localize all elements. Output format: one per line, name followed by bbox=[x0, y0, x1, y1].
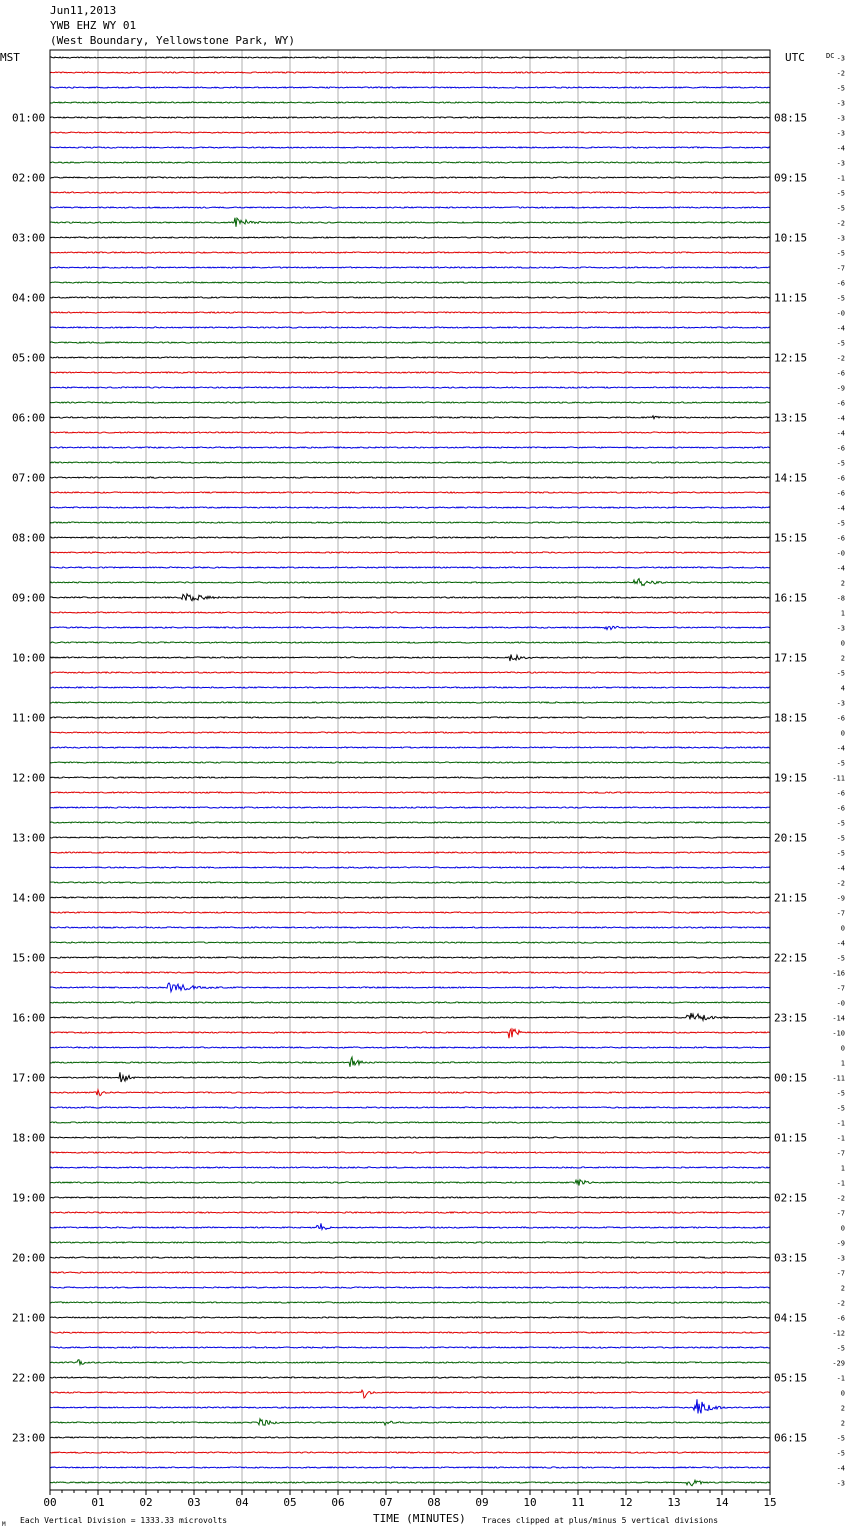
dc-offset-value: -7 bbox=[836, 264, 845, 273]
utc-hour-label: 09:15 bbox=[774, 171, 808, 185]
dc-offset-value: -4 bbox=[836, 414, 845, 423]
seismic-trace bbox=[50, 132, 770, 133]
seismic-trace bbox=[50, 1360, 770, 1365]
seismic-trace bbox=[50, 387, 770, 388]
x-tick-label: 01 bbox=[91, 1496, 105, 1509]
seismic-trace bbox=[50, 912, 770, 913]
seismic-trace bbox=[50, 612, 770, 613]
dc-offset-value: -8 bbox=[836, 594, 845, 603]
seismic-trace bbox=[50, 672, 770, 673]
utc-hour-label: 01:15 bbox=[774, 1131, 808, 1145]
seismic-trace bbox=[50, 57, 770, 58]
dc-offset-value: 1 bbox=[840, 1164, 845, 1173]
dc-offset-value: -7 bbox=[836, 909, 845, 918]
seismic-trace bbox=[50, 1287, 770, 1288]
seismic-trace bbox=[50, 1137, 770, 1138]
seismic-trace bbox=[50, 1212, 770, 1213]
seismic-trace bbox=[50, 102, 770, 103]
dc-offset-value: -0 bbox=[836, 309, 845, 318]
utc-hour-label: 22:15 bbox=[774, 951, 808, 965]
dc-offset-value: -3 bbox=[836, 624, 845, 633]
mst-hour-label: 23:00 bbox=[12, 1431, 46, 1445]
utc-hour-label: 19:15 bbox=[774, 771, 808, 785]
seismic-trace bbox=[50, 852, 770, 853]
mst-hour-label: 13:00 bbox=[12, 831, 46, 845]
dc-offset-value: 0 bbox=[840, 729, 845, 738]
seismic-trace bbox=[50, 87, 770, 88]
seismic-trace bbox=[50, 207, 770, 208]
seismic-trace bbox=[50, 1377, 770, 1378]
seismic-trace bbox=[50, 1480, 770, 1486]
seismic-trace bbox=[50, 237, 770, 238]
dc-offset-value: -6 bbox=[836, 474, 845, 483]
dc-offset-value: 0 bbox=[840, 1389, 845, 1398]
utc-hour-label: 16:15 bbox=[774, 591, 808, 605]
seismic-trace bbox=[50, 402, 770, 403]
dc-offset-value: -5 bbox=[836, 204, 845, 213]
seismic-trace bbox=[50, 897, 770, 898]
station-location: (West Boundary, Yellowstone Park, WY) bbox=[50, 34, 296, 47]
dc-offset-value: -4 bbox=[836, 324, 845, 333]
seismic-trace bbox=[50, 687, 770, 688]
seismic-trace bbox=[50, 1197, 770, 1198]
seismic-trace bbox=[50, 267, 770, 268]
x-tick-label: 13 bbox=[667, 1496, 681, 1509]
dc-offset-value: -3 bbox=[836, 1254, 845, 1263]
dc-offset-value: -5 bbox=[836, 189, 845, 198]
seismic-trace bbox=[50, 1152, 770, 1153]
dc-offset-value: -3 bbox=[836, 1479, 845, 1488]
dc-offset-value: -5 bbox=[836, 249, 845, 258]
seismic-trace bbox=[50, 654, 770, 661]
dc-offset-value: -6 bbox=[836, 1314, 845, 1323]
seismic-trace bbox=[50, 1347, 770, 1348]
dc-offset-value: -3 bbox=[836, 234, 845, 243]
left-timezone-label: MST bbox=[0, 51, 20, 64]
dc-offset-value: -11 bbox=[832, 1074, 845, 1083]
x-tick-label: 09 bbox=[475, 1496, 489, 1509]
dc-offset-value: 2 bbox=[840, 579, 845, 588]
dc-offset-value: -4 bbox=[836, 504, 845, 513]
utc-hour-label: 05:15 bbox=[774, 1371, 808, 1385]
seismic-trace bbox=[50, 1452, 770, 1453]
mst-hour-label: 21:00 bbox=[12, 1311, 46, 1325]
seismic-trace bbox=[50, 1029, 770, 1038]
utc-hour-label: 23:15 bbox=[774, 1011, 808, 1025]
x-tick-label: 10 bbox=[523, 1496, 537, 1509]
seismic-trace bbox=[50, 522, 770, 523]
clip-footnote: Traces clipped at plus/minus 5 vertical divisions bbox=[482, 1516, 719, 1525]
dc-offset-value: -6 bbox=[836, 789, 845, 798]
seismic-trace bbox=[50, 594, 770, 601]
seismic-trace bbox=[50, 177, 770, 178]
seismic-trace bbox=[50, 927, 770, 928]
dc-offset-value: -3 bbox=[836, 99, 845, 108]
seismic-trace bbox=[50, 507, 770, 508]
seismic-trace bbox=[50, 342, 770, 343]
seismic-trace bbox=[50, 867, 770, 868]
dc-offset-value: -4 bbox=[836, 1464, 845, 1473]
dc-offset-value: -12 bbox=[832, 1329, 845, 1338]
seismic-trace bbox=[50, 192, 770, 193]
dc-offset-value: -1 bbox=[836, 1134, 845, 1143]
seismic-trace bbox=[50, 447, 770, 448]
dc-offset-value: -7 bbox=[836, 1269, 845, 1278]
seismic-trace bbox=[50, 252, 770, 253]
dc-offset-value: -5 bbox=[836, 954, 845, 963]
seismic-trace bbox=[50, 1107, 770, 1108]
seismic-trace bbox=[50, 162, 770, 163]
dc-offset-value: -9 bbox=[836, 384, 845, 393]
seismic-trace bbox=[50, 1167, 770, 1168]
mst-hour-label: 05:00 bbox=[12, 351, 46, 365]
seismic-trace bbox=[50, 957, 770, 958]
dc-offset-value: -6 bbox=[836, 489, 845, 498]
dc-offset-value: 0 bbox=[840, 1044, 845, 1053]
dc-offset-value: -4 bbox=[836, 429, 845, 438]
dc-offset-value: -4 bbox=[836, 744, 845, 753]
dc-offset-value: -29 bbox=[832, 1359, 845, 1368]
mst-hour-label: 20:00 bbox=[12, 1251, 46, 1265]
seismic-trace bbox=[50, 792, 770, 793]
x-tick-label: 08 bbox=[427, 1496, 441, 1509]
dc-offset-value: -2 bbox=[836, 219, 845, 228]
mst-hour-label: 01:00 bbox=[12, 111, 46, 125]
dc-offset-value: -5 bbox=[836, 1344, 845, 1353]
dc-offset-value: 2 bbox=[840, 1404, 845, 1413]
dc-offset-value: -1 bbox=[836, 174, 845, 183]
dc-offset-value: 2 bbox=[840, 1419, 845, 1428]
mst-hour-label: 22:00 bbox=[12, 1371, 46, 1385]
dc-offset-value: -2 bbox=[836, 354, 845, 363]
seismic-trace bbox=[50, 983, 770, 992]
seismic-trace bbox=[50, 1437, 770, 1438]
dc-offset-value: -5 bbox=[836, 294, 845, 303]
right-timezone-label: UTC bbox=[785, 51, 805, 64]
dc-offset-value: -3 bbox=[836, 129, 845, 138]
seismic-trace bbox=[50, 312, 770, 313]
utc-hour-label: 13:15 bbox=[774, 411, 808, 425]
seismic-trace bbox=[50, 1302, 770, 1303]
seismic-trace bbox=[50, 1242, 770, 1243]
dc-offset-value: 2 bbox=[840, 654, 845, 663]
utc-hour-label: 00:15 bbox=[774, 1071, 808, 1085]
utc-hour-label: 03:15 bbox=[774, 1251, 808, 1265]
seismic-trace bbox=[50, 626, 770, 629]
dc-offset-value: 4 bbox=[840, 684, 845, 693]
corner-mark: M bbox=[2, 1521, 6, 1528]
seismic-trace bbox=[50, 1072, 770, 1082]
x-tick-label: 07 bbox=[379, 1496, 393, 1509]
dc-offset-value: -5 bbox=[836, 1434, 845, 1443]
dc-offset-value: -6 bbox=[836, 444, 845, 453]
mst-hour-label: 14:00 bbox=[12, 891, 46, 905]
mst-hour-label: 02:00 bbox=[12, 171, 46, 185]
dc-offset-value: -7 bbox=[836, 1149, 845, 1158]
seismic-trace bbox=[50, 882, 770, 883]
seismic-trace bbox=[50, 72, 770, 73]
utc-hour-label: 20:15 bbox=[774, 831, 808, 845]
x-tick-label: 12 bbox=[619, 1496, 633, 1509]
utc-hour-label: 12:15 bbox=[774, 351, 808, 365]
dc-offset-value: -5 bbox=[836, 519, 845, 528]
seismic-trace bbox=[50, 1419, 770, 1425]
dc-offset-value: -0 bbox=[836, 549, 845, 558]
mst-hour-label: 15:00 bbox=[12, 951, 46, 965]
seismic-trace bbox=[50, 747, 770, 748]
utc-hour-label: 15:15 bbox=[774, 531, 808, 545]
seismic-trace bbox=[50, 807, 770, 808]
dc-offset-value: 0 bbox=[840, 1224, 845, 1233]
utc-hour-label: 08:15 bbox=[774, 111, 808, 125]
x-axis-label: TIME (MINUTES) bbox=[373, 1512, 466, 1525]
mst-hour-label: 17:00 bbox=[12, 1071, 46, 1085]
dc-offset-value: -5 bbox=[836, 339, 845, 348]
seismic-trace bbox=[50, 477, 770, 478]
dc-offset-value: -9 bbox=[836, 1239, 845, 1248]
mst-hour-label: 16:00 bbox=[12, 1011, 46, 1025]
seismic-trace bbox=[50, 327, 770, 328]
seismic-trace bbox=[50, 1180, 770, 1186]
x-tick-label: 05 bbox=[283, 1496, 297, 1509]
dc-offset-value: -6 bbox=[836, 804, 845, 813]
dc-offset-value: -6 bbox=[836, 399, 845, 408]
seismic-trace bbox=[50, 567, 770, 568]
dc-offset-value: -2 bbox=[836, 1194, 845, 1203]
seismic-trace bbox=[50, 1399, 770, 1413]
x-tick-label: 14 bbox=[715, 1496, 729, 1509]
utc-hour-label: 04:15 bbox=[774, 1311, 808, 1325]
seismic-trace bbox=[50, 552, 770, 553]
dc-offset-value: 2 bbox=[840, 1284, 845, 1293]
dc-offset-value: -5 bbox=[836, 759, 845, 768]
seismic-trace bbox=[50, 462, 770, 463]
mst-hour-label: 08:00 bbox=[12, 531, 46, 545]
plot-date: Jun11,2013 bbox=[50, 4, 117, 17]
seismic-trace bbox=[50, 1272, 770, 1273]
seismic-trace bbox=[50, 1013, 770, 1020]
mst-hour-label: 18:00 bbox=[12, 1131, 46, 1145]
mst-hour-label: 19:00 bbox=[12, 1191, 46, 1205]
dc-offset-value: -5 bbox=[836, 1104, 845, 1113]
seismic-trace bbox=[50, 1090, 770, 1096]
dc-offset-value: -5 bbox=[836, 834, 845, 843]
seismic-trace bbox=[50, 432, 770, 433]
seismic-trace bbox=[50, 147, 770, 148]
dc-offset-value: -6 bbox=[836, 279, 845, 288]
seismic-trace bbox=[50, 1257, 770, 1258]
seismic-trace bbox=[50, 942, 770, 943]
utc-hour-label: 10:15 bbox=[774, 231, 808, 245]
seismic-trace bbox=[50, 972, 770, 973]
seismic-trace bbox=[50, 717, 770, 718]
dc-offset-value: -3 bbox=[836, 159, 845, 168]
dc-offset-value: -4 bbox=[836, 864, 845, 873]
seismic-trace bbox=[50, 372, 770, 373]
dc-offset-value: -1 bbox=[836, 1374, 845, 1383]
utc-hour-label: 18:15 bbox=[774, 711, 808, 725]
x-tick-label: 15 bbox=[763, 1496, 777, 1509]
utc-hour-label: 14:15 bbox=[774, 471, 808, 485]
utc-hour-label: 17:15 bbox=[774, 651, 808, 665]
seismic-trace bbox=[50, 1057, 770, 1067]
utc-hour-label: 02:15 bbox=[774, 1191, 808, 1205]
seismic-trace bbox=[50, 1122, 770, 1123]
dc-offset-value: 1 bbox=[840, 609, 845, 618]
dc-offset-value: -2 bbox=[836, 1299, 845, 1308]
seismic-trace bbox=[50, 642, 770, 643]
dc-offset-value: -4 bbox=[836, 144, 845, 153]
dc-offset-value: -9 bbox=[836, 894, 845, 903]
seismic-trace bbox=[50, 1223, 770, 1229]
dc-header-label: DC bbox=[826, 52, 835, 60]
seismic-trace bbox=[50, 762, 770, 763]
dc-offset-value: -7 bbox=[836, 984, 845, 993]
utc-hour-label: 11:15 bbox=[774, 291, 808, 305]
seismic-trace bbox=[50, 492, 770, 493]
mst-hour-label: 03:00 bbox=[12, 231, 46, 245]
dc-offset-value: -6 bbox=[836, 714, 845, 723]
seismic-trace bbox=[50, 702, 770, 703]
seismic-trace bbox=[50, 1047, 770, 1048]
mst-hour-label: 10:00 bbox=[12, 651, 46, 665]
plot-frame bbox=[50, 50, 770, 1490]
seismic-trace bbox=[50, 117, 770, 118]
mst-hour-label: 12:00 bbox=[12, 771, 46, 785]
seismic-trace bbox=[50, 1332, 770, 1333]
dc-offset-value: -2 bbox=[836, 69, 845, 78]
dc-offset-value: -3 bbox=[836, 699, 845, 708]
mst-hour-label: 06:00 bbox=[12, 411, 46, 425]
seismic-trace bbox=[50, 282, 770, 283]
utc-hour-label: 06:15 bbox=[774, 1431, 808, 1445]
dc-offset-value: -3 bbox=[836, 114, 845, 123]
dc-offset-value: -5 bbox=[836, 819, 845, 828]
dc-offset-value: -7 bbox=[836, 1209, 845, 1218]
mst-hour-label: 11:00 bbox=[12, 711, 46, 725]
dc-offset-value: -1 bbox=[836, 1119, 845, 1128]
dc-offset-value: -5 bbox=[836, 1089, 845, 1098]
seismic-trace bbox=[50, 1467, 770, 1468]
x-tick-label: 02 bbox=[139, 1496, 153, 1509]
dc-offset-value: -6 bbox=[836, 534, 845, 543]
mst-hour-label: 09:00 bbox=[12, 591, 46, 605]
x-tick-label: 03 bbox=[187, 1496, 201, 1509]
dc-offset-value: -3 bbox=[836, 54, 845, 63]
x-tick-label: 00 bbox=[43, 1496, 57, 1509]
seismic-trace bbox=[50, 1002, 770, 1003]
dc-offset-value: -6 bbox=[836, 369, 845, 378]
dc-offset-value: -2 bbox=[836, 879, 845, 888]
utc-hour-label: 21:15 bbox=[774, 891, 808, 905]
dc-offset-value: -10 bbox=[832, 1029, 845, 1038]
dc-offset-value: -5 bbox=[836, 849, 845, 858]
x-tick-label: 11 bbox=[571, 1496, 585, 1509]
dc-offset-value: 1 bbox=[840, 1059, 845, 1068]
dc-offset-value: -1 bbox=[836, 1179, 845, 1188]
seismic-trace bbox=[50, 218, 770, 227]
seismic-trace bbox=[50, 1317, 770, 1318]
seismic-trace bbox=[50, 777, 770, 778]
dc-offset-value: -14 bbox=[832, 1014, 845, 1023]
dc-offset-value: -4 bbox=[836, 564, 845, 573]
dc-offset-value: -11 bbox=[832, 774, 845, 783]
mst-hour-label: 07:00 bbox=[12, 471, 46, 485]
dc-offset-value: -16 bbox=[832, 969, 845, 978]
seismic-trace bbox=[50, 357, 770, 358]
dc-offset-value: -5 bbox=[836, 1449, 845, 1458]
seismic-trace bbox=[50, 837, 770, 838]
dc-offset-value: -0 bbox=[836, 999, 845, 1008]
seismic-trace bbox=[50, 579, 770, 586]
station-code: YWB EHZ WY 01 bbox=[50, 19, 137, 32]
dc-offset-value: -5 bbox=[836, 669, 845, 678]
seismic-trace bbox=[50, 416, 770, 419]
scale-footnote: Each Vertical Division = 1333.33 microvolts bbox=[20, 1516, 228, 1525]
x-tick-label: 04 bbox=[235, 1496, 249, 1509]
mst-hour-label: 04:00 bbox=[12, 291, 46, 305]
dc-offset-value: -5 bbox=[836, 459, 845, 468]
dc-offset-value: -4 bbox=[836, 939, 845, 948]
dc-offset-value: -5 bbox=[836, 84, 845, 93]
seismic-trace bbox=[50, 822, 770, 823]
seismic-trace bbox=[50, 732, 770, 733]
seismic-trace bbox=[50, 297, 770, 298]
seismic-trace bbox=[50, 537, 770, 538]
dc-offset-value: 0 bbox=[840, 639, 845, 648]
x-tick-label: 06 bbox=[331, 1496, 345, 1509]
dc-offset-value: 0 bbox=[840, 924, 845, 933]
seismic-trace bbox=[50, 1390, 770, 1398]
